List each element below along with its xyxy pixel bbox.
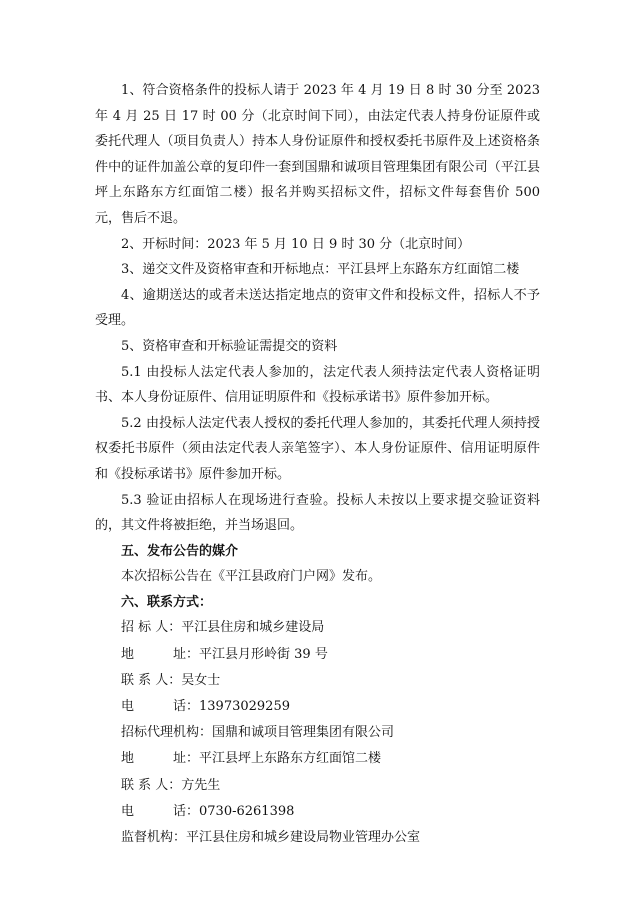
contact-value: 方先生	[181, 777, 221, 793]
contact-value: 平江县住房和城乡建设局物业管理办公室	[186, 830, 421, 846]
contact-value: 13973029259	[199, 699, 290, 715]
contact-label: 联 系 人：	[121, 777, 182, 793]
contact-label: 地 址：	[121, 751, 200, 767]
paragraph-5-2: 5.2 由投标人法定代表人授权的委托代理人参加的，其委托代理人须持授权委托书原件（须由法定代表人亲笔签字）、本人身份证原件、信用证明原件和《投标承诺书》原件参加开标。	[95, 415, 540, 482]
paragraph-late-submission: 4、逾期送达的或者未送达指定地点的资审文件和投标文件，招标人不予受理。	[95, 287, 540, 329]
contact-item-address	[95, 642, 540, 668]
contact-value: 平江县坪上东路东方红面馆二楼	[199, 751, 382, 767]
contact-value: 吴女士	[181, 672, 221, 688]
paragraph-5-3: 5.3 验证由招标人在现场进行查验。投标人未按以上要求提交验证资料的，其文件将被拒绝，并当场退回。	[95, 492, 540, 534]
contact-label: 联 系 人：	[121, 672, 182, 688]
contact-item-agency-phone	[95, 799, 540, 825]
contact-label: 电 话：	[121, 803, 200, 819]
contact-value: 平江县月形岭街 39 号	[199, 646, 328, 662]
contact-item-agency-person	[95, 773, 540, 799]
paragraph-required-materials: 5、资格审查和开标验证需提交的资料	[121, 338, 338, 354]
contact-label: 电 话：	[121, 699, 200, 715]
contact-item-tenderer	[95, 615, 540, 641]
document-body	[95, 78, 540, 851]
section-heading-media: 五、发布公告的媒介	[121, 543, 239, 559]
contact-item-agency-address	[95, 746, 540, 772]
contact-value: 0730-6261398	[199, 803, 295, 819]
paragraph-5-1: 5.1 由投标人法定代表人参加的，法定代表人须持法定代表人资格证明书、本人身份证原件、信用证明原件和《投标承诺书》原件参加开标。	[95, 364, 540, 406]
paragraph-opening-time: 2、开标时间：2023 年 5 月 10 日 9 时 30 分（北京时间）	[121, 236, 471, 252]
contact-label: 监督机构：	[121, 830, 187, 846]
contact-item-person	[95, 668, 540, 694]
contact-list	[95, 615, 540, 851]
contact-label: 招 标 人：	[121, 620, 182, 636]
paragraph-registration: 1、符合资格条件的投标人请于 2023 年 4 月 19 日 8 时 30 分至 2023 年 4 月 25 日 17 时 00 分（北京时间下同），由法定代表人持身份证原件或委托代理人（项目负责人）持本人身份证原件和授权委托书原件及上述资格条件中的证件加盖公章的复印件一套到国鼎和诚项目管理集团有限公司（平江县坪上东路东方红面馆二楼）报名并购买招标文件，招标文件每套售价 500 元，售后不退。	[95, 83, 540, 226]
section-heading-contacts: 六、联系方式：	[121, 594, 213, 610]
contact-item-supervisor	[95, 825, 540, 851]
contact-value: 国鼎和诚项目管理集团有限公司	[212, 725, 395, 741]
contact-label: 地 址：	[121, 646, 200, 662]
contact-item-agency	[95, 720, 540, 746]
contact-label: 招标代理机构：	[121, 725, 213, 741]
contact-item-phone	[95, 694, 540, 720]
contact-value: 平江县住房和城乡建设局	[181, 620, 325, 636]
paragraph-opening-location: 3、递交文件及资格审查和开标地点：平江县坪上东路东方红面馆二楼	[121, 262, 520, 278]
paragraph-media: 本次招标公告在《平江县政府门户网》发布。	[121, 569, 382, 585]
